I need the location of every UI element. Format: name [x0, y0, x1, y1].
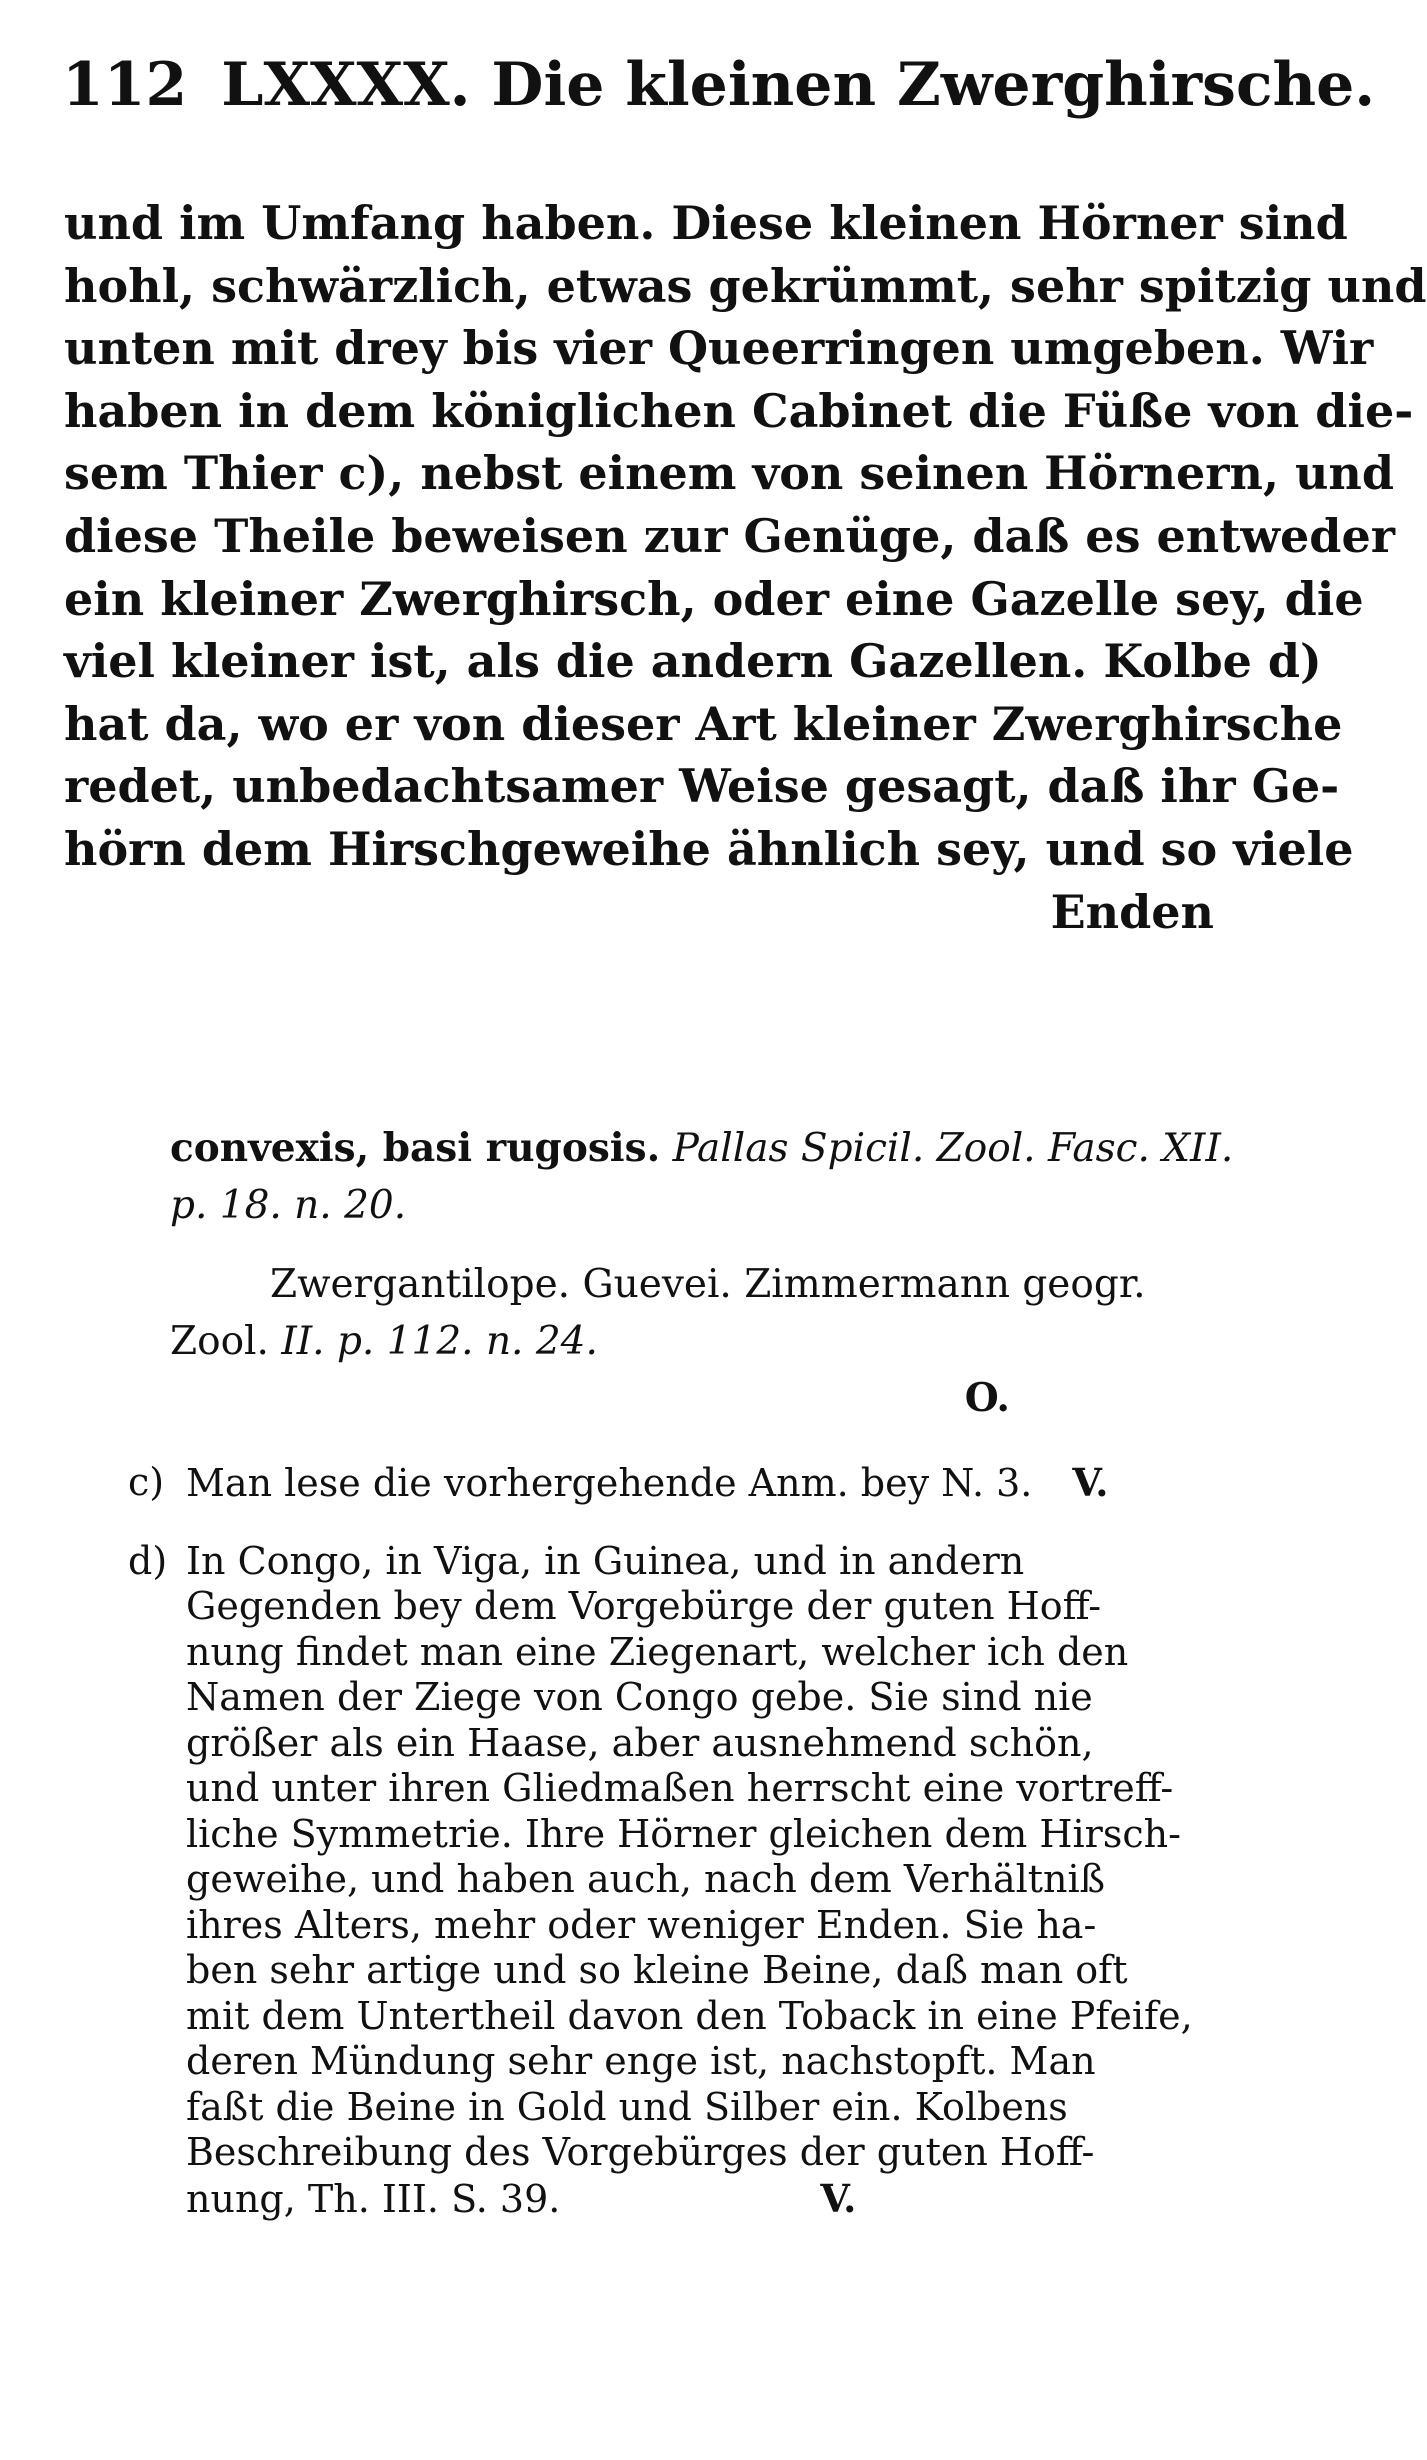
footnote-d — [128, 1539, 1218, 2223]
text-line: diese Theile beweisen zur Genüge, daß es entweder — [64, 508, 1395, 563]
footnote-c — [128, 1460, 1218, 1507]
footnote-line: ihres Alters, mehr oder weniger Enden. Sie ha- — [186, 1902, 1097, 1947]
text-line: hohl, schwärzlich, etwas gekrümmt, sehr spitzig und — [64, 258, 1427, 313]
text-line: und im Umfang haben. Diese kleinen Hörner sind — [64, 196, 1348, 250]
footnote-line: liche Symmetrie. Ihre Hörner gleichen dem Hirsch- — [186, 1811, 1181, 1856]
footnote-text: Man lese die vorhergehende Anm. bey N. 3. — [186, 1461, 1033, 1505]
footnote-line: mit dem Untertheil davon den Toback in eine Pfeife, — [186, 1993, 1193, 2038]
citation: p. 18. n. 20. — [170, 1183, 407, 1228]
footnote-line — [186, 2176, 1218, 2223]
footnote-line: Gegenden bey dem Vorgebürge der guten Hoff- — [186, 1584, 1102, 1628]
footnote-line: und unter ihren Gliedmaßen herrscht eine vortreff- — [186, 1766, 1174, 1810]
citation: II. p. 112. n. 24. — [281, 1319, 598, 1364]
main-text — [64, 192, 1427, 943]
text-line: viel kleiner ist, als die andern Gazellen. Kolbe d) — [64, 634, 1322, 689]
footnote-line: Namen der Ziege von Congo gebe. Sie sind nie — [186, 1675, 1093, 1719]
text-line: unten mit drey bis vier Queerringen umgeben. Wir — [64, 321, 1374, 376]
text-line: hörn dem Hirschgeweihe ähnlich sey, und so viele — [64, 821, 1354, 876]
footnote-line: geweihe, und haben auch, nach dem Verhältniß — [186, 1857, 1106, 1901]
signature: O. — [964, 1375, 1010, 1421]
page-number: 112 — [62, 50, 188, 120]
footnote-line — [170, 1313, 1210, 1370]
footnote-text: Zool. — [170, 1319, 269, 1364]
signature: V. — [820, 2175, 857, 2221]
footnote-line: Beschreibung des Vorgebürges der guten Hoff- — [186, 2130, 1095, 2174]
footnote-text: convexis, basi rugosis. — [170, 1125, 661, 1171]
footnote-text: nung, Th. III. S. 39. — [186, 2176, 561, 2221]
catchword: Enden — [1050, 884, 1214, 939]
citation: Pallas Spicil. Zool. Fasc. XII. — [672, 1126, 1234, 1171]
text-line: hat da, wo er von dieser Art kleiner Zwerghirsche — [64, 696, 1343, 751]
running-header — [62, 50, 1376, 120]
footnote-marker: c) — [128, 1460, 165, 1504]
footnote-line: faßt die Beine in Gold und Silber ein. Kolbens — [186, 2084, 1068, 2129]
footnote-line: In Congo, in Viga, in Guinea, und in andern — [186, 1538, 1025, 1583]
text-line: redet, unbedachtsamer Weise gesagt, daß ihr Ge- — [64, 759, 1340, 814]
signature: V. — [1072, 1460, 1109, 1505]
footnotes — [128, 1460, 1218, 2254]
footnote-line: Zwergantilope. Guevei. Zimmermann geogr. — [270, 1262, 1146, 1307]
footnote-continuation — [170, 1120, 1234, 1427]
text-line: ein kleiner Zwerghirsch, oder eine Gazelle sey, die — [64, 571, 1364, 626]
footnote-line: deren Mündung sehr enge ist, nachstopft. Man — [186, 2039, 1096, 2083]
footnote-line — [170, 1120, 1234, 1177]
footnote-line — [186, 1460, 1218, 1507]
chapter-title: LXXXX. Die kleinen Zwerghirsche. — [221, 50, 1376, 120]
footnote-line: nung findet man eine Ziegenart, welcher ich den — [186, 1629, 1129, 1674]
text-line: haben in dem königlichen Cabinet die Füße von die- — [64, 383, 1414, 438]
footnote-marker: d) — [128, 1538, 168, 1583]
footnote-line: ben sehr artige und so kleine Beine, daß man oft — [186, 1948, 1128, 1992]
text-line: sem Thier c), nebst einem von seinen Hörnern, und — [64, 446, 1395, 501]
footnote-line: größer als ein Haase, aber ausnehmend schön, — [186, 1720, 1094, 1765]
